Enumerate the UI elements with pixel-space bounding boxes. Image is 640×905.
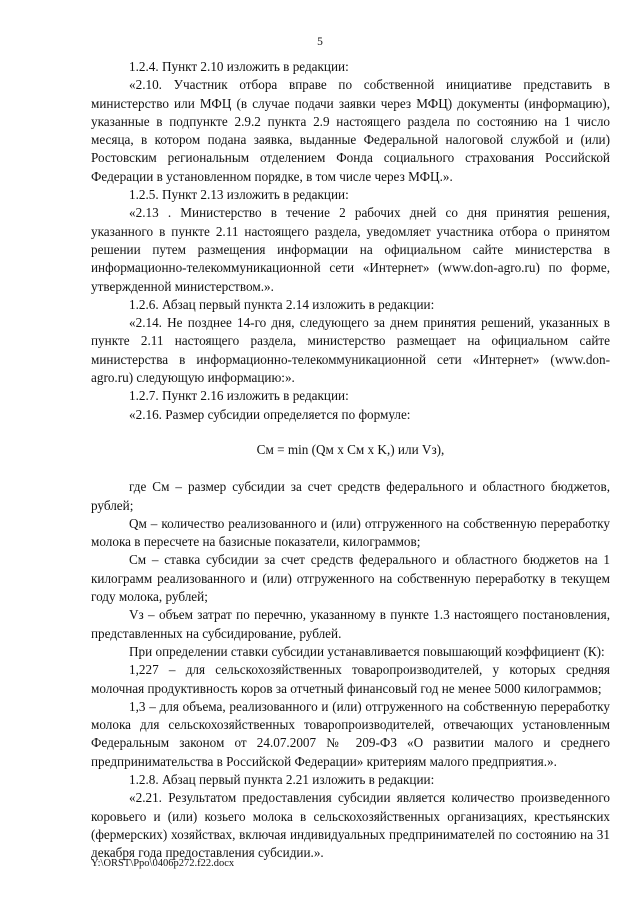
- paragraph-1-2-8: 1.2.8. Абзац первый пункта 2.21 изложить в редакции:: [129, 771, 435, 787]
- page-number: 5: [317, 36, 323, 48]
- definition-cm-rate: Cм – ставка субсидии за счет средств федерального и областного бюджетов на 1 килограмм реализованного и (или) отгруженного на собственную переработку в текущем году молока, рублей;: [91, 552, 610, 605]
- paragraph-1-2-5: 1.2.5. Пункт 2.13 изложить в редакции:: [129, 187, 349, 203]
- paragraph-coefficient: При определении ставки субсидии устанавливается повышающий коэффициент (К):: [129, 643, 605, 659]
- paragraph-2-21: «2.21. Результатом предоставления субсидии является количество произведенного коровьего и (или) козьего молока в сельскохозяйственных организациях, крестьянских (фермерских) хозяйствах, включая индивидуальных предпринимателей по состоянию на 31 декабря года предоставления субсидии.».: [91, 790, 610, 861]
- paragraph-coefficient-1-227: 1,227 – для сельскохозяйственных товаропроизводителей, у которых средняя молочная продуктивность коров за отчетный финансовый год не менее 5000 килограммов;: [91, 662, 610, 696]
- paragraph-coefficient-1-3: 1,3 – для объема, реализованного и (или) отгруженного на собственную переработку молока для сельскохозяйственных товаропроизводителей, отвечающих установленным Федеральным законом от 24.07.2007 № 209-ФЗ «О развитии малого и среднего предпринимательства в Российской Федерации» критериям малого предприятия.».: [91, 698, 610, 769]
- document-body: [91, 58, 610, 862]
- paragraph-1-2-7: 1.2.7. Пункт 2.16 изложить в редакции:: [129, 388, 349, 404]
- paragraph-1-2-4: 1.2.4. Пункт 2.10 изложить в редакции:: [129, 59, 349, 74]
- paragraph-1-2-6: 1.2.6. Абзац первый пункта 2.14 изложить в редакции:: [129, 296, 435, 312]
- paragraph-2-10: «2.10. Участник отбора вправе по собственной инициативе представить в министерство или МФЦ (в случае подачи заявки через МФЦ) документы (информацию), указанные в подпункте 2.9.2 пункта 2.9 настоящего раздела по состоянию на 1 число месяца, в котором подана заявка, выданные Федеральной налоговой службой и (или) Ростовским региональным отделением Фонда социального страхования Российской Федерации в установленном порядке, в том числе через МФЦ.».: [91, 77, 610, 184]
- subsidy-formula: Cм = min (Qм x Cм x K,) или Vз),: [256, 441, 445, 457]
- paragraph-2-13: «2.13 . Министерство в течение 2 рабочих дней со дня принятия решения, указанного в пункте 2.11 настоящего раздела, уведомляет участника отбора о принятом решении путем размещения информации на официальном сайте министерства в информационно-телекоммуникационной сети «Интернет» (www.don-agro.ru) по форме, утвержденной министерством.».: [91, 205, 610, 294]
- paragraph-2-14: «2.14. Не позднее 14-го дня, следующего за днем принятия решений, указанных в пункте 2.11 настоящего раздела, министерство размещает на официальном сайте министерства в информационно-телекоммуникационной сети «Интернет» (www.don-agro.ru) следующую информацию:».: [91, 315, 610, 386]
- definition-cm-size: где Cм – размер субсидии за счет средств федерального и областного бюджетов, рублей;: [91, 479, 610, 513]
- definition-qm: Qм – количество реализованного и (или) отгруженного на собственную переработку молока в пересчете на базисные показатели, килограммов;: [91, 515, 610, 550]
- footer-file-path: Y:\ORST\Ppo\0406p272.f22.docx: [91, 858, 235, 869]
- paragraph-2-16: «2.16. Размер субсидии определяется по формуле:: [129, 406, 411, 422]
- definition-vz: Vз – объем затрат по перечню, указанному в пункте 1.3 настоящего постановления, представленных на субсидирование, рублей.: [91, 607, 610, 641]
